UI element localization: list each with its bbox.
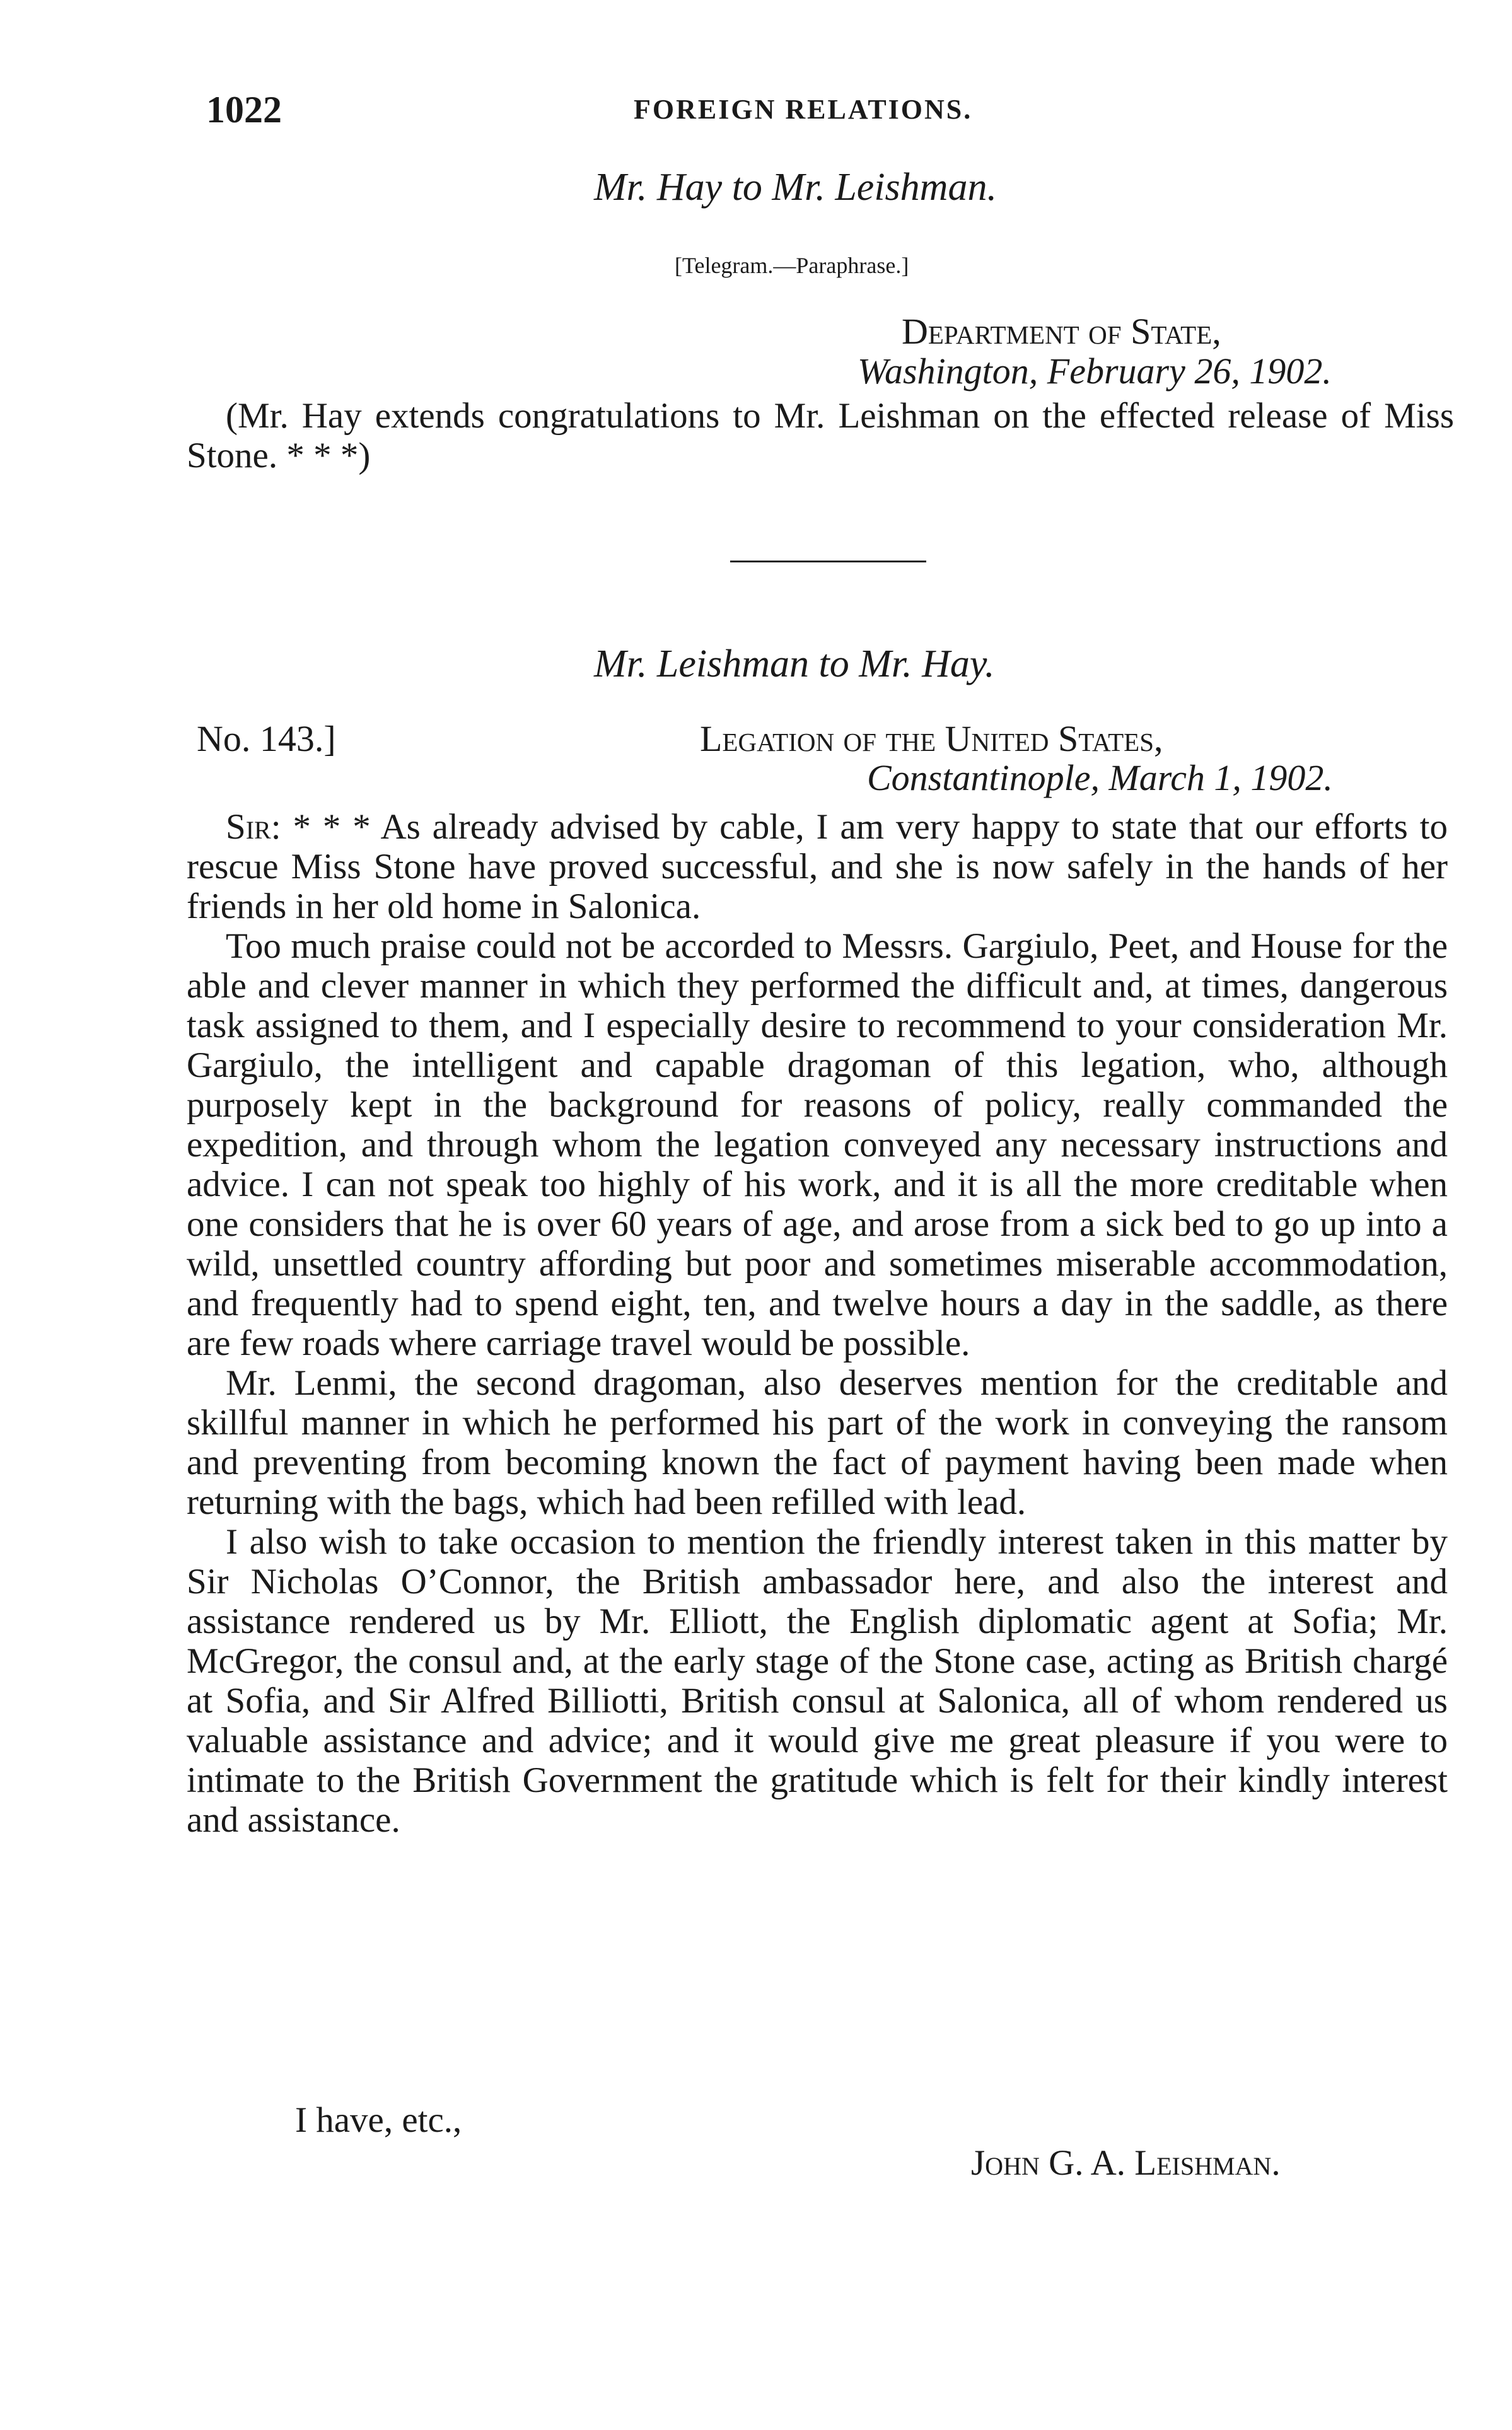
doc2-paragraph-3: Mr. Lenmi, the second dragoman, also deserves mention for the creditable and skillful manner in which he performed his part of the work in conveying the ransom and preventing from becoming known the fact of payment having been made when returning with the bags, which had been refilled with lead. — [187, 1363, 1448, 1522]
doc2-heading: Mr. Leishman to Mr. Hay. — [594, 642, 995, 685]
doc1-dateline: Washington, February 26, 1902. — [858, 351, 1332, 392]
doc1-summary-text: (Mr. Hay extends congratulations to Mr. Leishman on the effected release of Miss Stone. * * *) — [187, 396, 1454, 475]
doc2-paragraph-4: I also wish to take occasion to mention the friendly interest taken in this matter by Sir Nicholas O’Connor, the British ambassador here, and also the interest and assistance rendered us by Mr. Elliott, the English diplomatic agent at Sofia; Mr. McGregor, the consul and, at the early stage of the Stone case, acting as British chargé at Sofia, and Sir Alfred Billiotti, British consul at Salonica, all of whom rendered us valuable assistance and advice; and it would give me great pleasure if you were to intimate to the British Government the gratitude which is felt for their kindly interest and assistance. — [187, 1522, 1448, 1840]
doc1-summary — [187, 396, 1454, 475]
doc2-paragraph — [187, 807, 1448, 926]
doc1-address: Department of State, — [902, 311, 1221, 352]
doc2-closing: I have, etc., — [295, 2100, 462, 2140]
doc2-paragraph-1: * * * As already advised by cable, I am very happy to state that our efforts to rescue Miss Stone have proved successful, and she is now safely in the hands of her friends in her old home in Salonica. — [187, 807, 1448, 926]
doc1-heading: Mr. Hay to Mr. Leishman. — [594, 166, 997, 209]
doc2-salutation: Sir: — [226, 807, 281, 847]
doc2-number: No. 143.] — [197, 718, 336, 759]
doc2-dateline: Constantinople, March 1, 1902. — [867, 757, 1333, 798]
page-number: 1022 — [206, 89, 282, 131]
doc2-paragraph-2: Too much praise could not be accorded to Messrs. Gargiulo, Peet, and House for the able and clever manner in which they performed the difficult and, at times, dangerous task assigned to them, and I especially desire to recommend to your consideration Mr. Gargiulo, the intelligent and capable dragoman of this legation, who, although purposely kept in the background for reasons of policy, really commanded the expedition, and through whom the legation conveyed any necessary instructions and advice. I can not speak too highly of his work, and it is all the more creditable when one considers that he is over 60 years of age, and arose from a sick bed to go up into a wild, unsettled country affording but poor and sometimes miserable accommodation, and frequently had to spend eight, ten, and twelve hours a day in the saddle, as there are few roads where carriage travel would be possible. — [187, 926, 1448, 1363]
running-title: FOREIGN RELATIONS. — [634, 94, 973, 125]
doc2-address: Legation of the United States, — [700, 718, 1163, 759]
doc2-body — [187, 807, 1448, 1840]
section-divider — [730, 561, 926, 562]
doc1-note: [Telegram.—Paraphrase.] — [675, 253, 909, 278]
doc2-signature: John G. A. Leishman. — [971, 2143, 1281, 2183]
